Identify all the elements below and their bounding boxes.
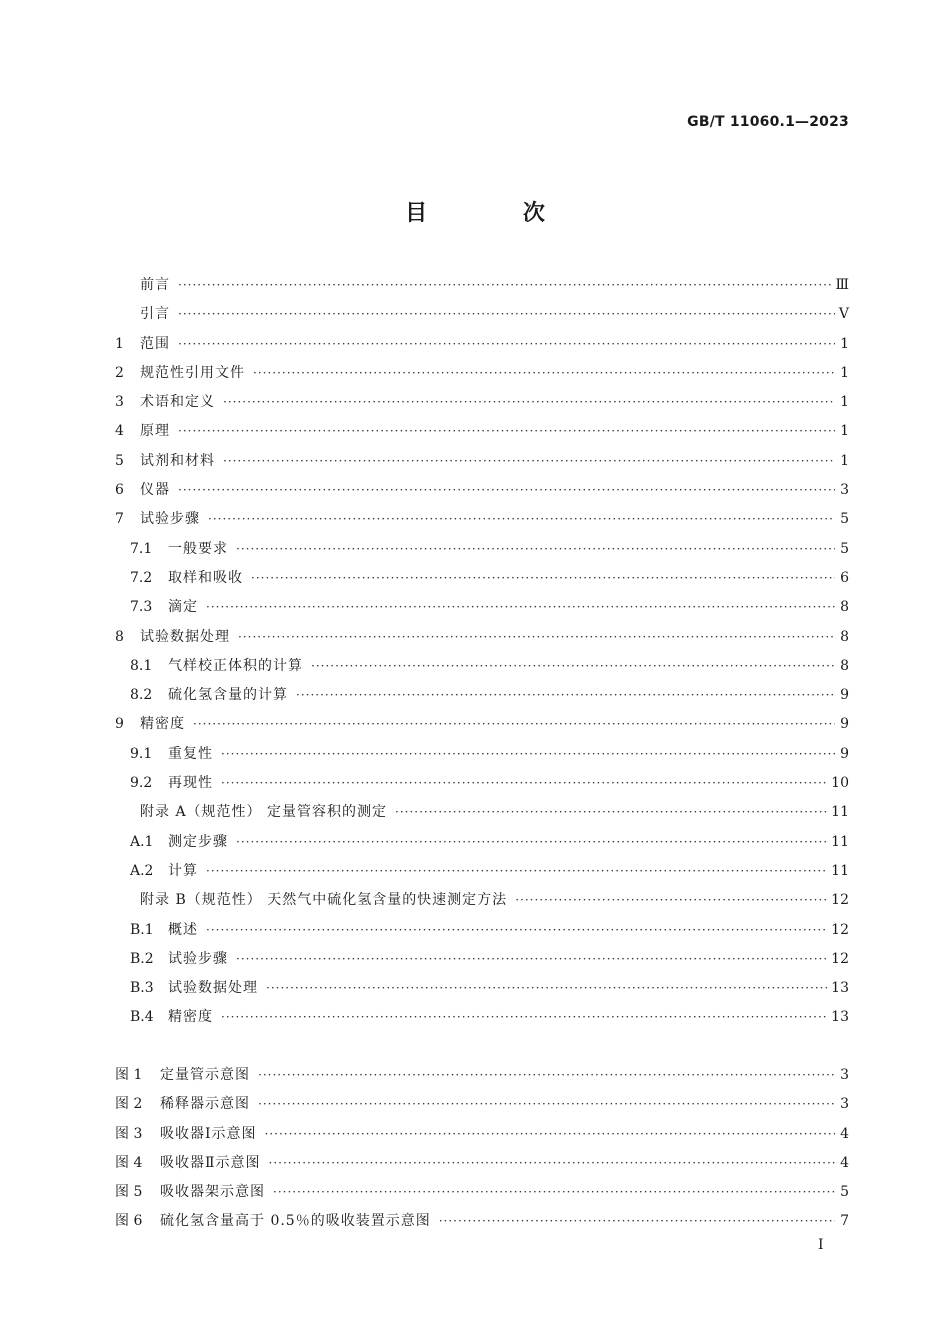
page-title: 目 次 — [405, 201, 589, 226]
toc-entry[interactable] — [115, 828, 849, 857]
entry-label: 附录 B（规范性） 天然气中硫化氢含量的快速测定方法 — [140, 892, 508, 909]
toc-entry[interactable] — [115, 740, 849, 769]
entry-page: 11 — [831, 833, 849, 850]
dot-leader — [296, 681, 835, 710]
entry-label: 仪器 — [140, 482, 170, 499]
entry-page: 4 — [840, 1125, 849, 1142]
dot-leader — [178, 300, 835, 329]
dot-leader — [236, 945, 827, 974]
entry-page: 3 — [840, 482, 849, 499]
entry-label: 滴定 — [168, 599, 198, 616]
dot-leader — [311, 652, 835, 681]
entry-page: 4 — [840, 1154, 849, 1171]
entry-label: 试剂和材料 — [140, 452, 215, 469]
dot-leader — [206, 857, 827, 886]
entry-page: 1 — [840, 452, 849, 469]
entry-number: B.4 — [130, 1009, 154, 1026]
entry-number: 图 2 — [115, 1096, 143, 1113]
toc-entry[interactable] — [115, 300, 849, 329]
entry-label: 精密度 — [168, 1009, 213, 1026]
entry-label: 范围 — [140, 335, 170, 352]
page-number: Ⅰ — [818, 1237, 824, 1253]
entry-label: 测定步骤 — [168, 833, 228, 850]
entry-page: 3 — [840, 1096, 849, 1113]
dot-leader — [269, 1149, 835, 1178]
entry-label: 引言 — [140, 306, 170, 323]
toc-entry[interactable] — [115, 271, 849, 300]
dot-leader — [206, 593, 835, 622]
entry-label: 规范性引用文件 — [140, 364, 245, 381]
entry-label: 试验数据处理 — [168, 980, 258, 997]
dot-leader — [178, 417, 835, 446]
toc-entry[interactable] — [115, 945, 849, 974]
entry-label: 吸收器Ⅰ示意图 — [160, 1125, 257, 1142]
entry-page: 7 — [840, 1213, 849, 1230]
toc-entry[interactable] — [115, 505, 849, 534]
entry-label: 精密度 — [140, 716, 185, 733]
toc-entry[interactable] — [115, 769, 849, 798]
toc-entry[interactable] — [115, 857, 849, 886]
toc-entry[interactable] — [115, 359, 849, 388]
figure-entry[interactable] — [115, 1149, 849, 1178]
entry-number: 7.3 — [130, 599, 153, 616]
dot-leader — [221, 769, 827, 798]
dot-leader — [223, 447, 835, 476]
entry-page: 9 — [840, 745, 849, 762]
entry-page: Ⅲ — [835, 277, 849, 293]
entry-page: 11 — [831, 862, 849, 879]
toc-entry[interactable] — [115, 593, 849, 622]
dot-leader — [273, 1178, 835, 1207]
figure-entry[interactable] — [115, 1090, 849, 1119]
entry-page: 8 — [840, 628, 849, 645]
entry-label: 概述 — [168, 921, 198, 938]
entry-page: 13 — [831, 1009, 849, 1026]
entry-page: 13 — [831, 980, 849, 997]
entry-label: 取样和吸收 — [168, 569, 243, 586]
dot-leader — [395, 798, 827, 827]
toc-entry[interactable] — [115, 623, 849, 652]
entry-page: 12 — [831, 921, 849, 938]
toc-entry[interactable] — [115, 798, 849, 827]
figure-entry[interactable] — [115, 1178, 849, 1207]
entry-label: 试验数据处理 — [140, 628, 230, 645]
toc-entry[interactable] — [115, 417, 849, 446]
figure-entry[interactable] — [115, 1061, 849, 1090]
entry-label: 稀释器示意图 — [160, 1096, 250, 1113]
toc-entry[interactable] — [115, 681, 849, 710]
entry-number: 1 — [115, 335, 124, 352]
entry-page: 12 — [831, 950, 849, 967]
figure-entry[interactable] — [115, 1120, 849, 1149]
entry-page: 5 — [840, 1184, 849, 1201]
figure-entry[interactable] — [115, 1207, 849, 1236]
entry-label: 重复性 — [168, 745, 213, 762]
entry-page: 3 — [840, 1067, 849, 1083]
entry-number: 9.1 — [130, 745, 153, 762]
entry-page: 8 — [840, 657, 849, 674]
entry-page: 1 — [840, 394, 849, 411]
toc-entry[interactable] — [115, 1003, 849, 1032]
list-of-figures — [115, 1061, 849, 1237]
dot-leader — [236, 828, 827, 857]
entry-page: 9 — [840, 687, 849, 704]
entry-label: 计算 — [168, 862, 198, 879]
toc-entry[interactable] — [115, 974, 849, 1003]
dot-leader — [178, 330, 835, 359]
entry-label: 试验步骤 — [168, 950, 228, 967]
entry-number: 图 4 — [115, 1154, 143, 1171]
entry-number: B.2 — [130, 950, 154, 967]
toc-entry[interactable] — [115, 710, 849, 739]
entry-label: 气样校正体积的计算 — [168, 657, 303, 674]
dot-leader — [236, 535, 835, 564]
entry-label: 附录 A（规范性） 定量管容积的测定 — [140, 804, 388, 821]
entry-label: 前言 — [140, 277, 170, 293]
dot-leader — [266, 974, 827, 1003]
dot-leader — [208, 505, 835, 534]
toc-entry[interactable] — [115, 388, 849, 417]
table-of-contents — [115, 271, 849, 1033]
entry-number: 9 — [115, 716, 124, 733]
entry-label: 再现性 — [168, 775, 213, 792]
entry-number: A.2 — [130, 862, 154, 879]
entry-page: 1 — [840, 335, 849, 352]
entry-number: 3 — [115, 394, 124, 411]
entry-number: 8.1 — [130, 657, 153, 674]
entry-page: 9 — [840, 716, 849, 733]
toc-entry[interactable] — [115, 330, 849, 359]
toc-entry[interactable] — [115, 447, 849, 476]
entry-label: 原理 — [140, 423, 170, 440]
dot-leader — [265, 1120, 835, 1149]
dot-leader — [439, 1207, 835, 1236]
entry-number: 6 — [115, 482, 124, 499]
toc-entry[interactable] — [115, 535, 849, 564]
entry-number: 2 — [115, 364, 124, 381]
dot-leader — [515, 886, 827, 915]
dot-leader — [251, 564, 835, 593]
entry-label: 硫化氢含量的计算 — [168, 687, 288, 704]
entry-number: 7.2 — [130, 569, 153, 586]
dot-leader — [223, 388, 835, 417]
dot-leader — [258, 1061, 835, 1090]
toc-entry[interactable] — [115, 886, 849, 915]
entry-number: B.3 — [130, 980, 154, 997]
toc-entry[interactable] — [115, 916, 849, 945]
entry-page: 1 — [840, 364, 849, 381]
dot-leader — [253, 359, 835, 388]
entry-page: 12 — [831, 892, 849, 909]
toc-entry[interactable] — [115, 652, 849, 681]
entry-number: 7.1 — [130, 540, 153, 557]
entry-page: 8 — [840, 599, 849, 616]
entry-label: 定量管示意图 — [160, 1067, 250, 1083]
entry-number: 图 1 — [115, 1067, 143, 1083]
toc-entry[interactable] — [115, 476, 849, 505]
entry-number: 图 3 — [115, 1125, 143, 1142]
entry-number: 5 — [115, 452, 124, 469]
dot-leader — [258, 1090, 835, 1119]
entry-label: 试验步骤 — [140, 511, 200, 528]
entry-number: 9.2 — [130, 775, 153, 792]
entry-label: 硫化氢含量高于 0.5％的吸收装置示意图 — [160, 1213, 431, 1230]
entry-page: 5 — [840, 511, 849, 528]
standard-code: GB/T 11060.1—2023 — [687, 114, 849, 130]
dot-leader — [178, 476, 835, 505]
entry-number: 图 6 — [115, 1213, 143, 1230]
dot-leader — [206, 916, 827, 945]
entry-page: 10 — [831, 775, 849, 792]
entry-page: 1 — [840, 423, 849, 440]
toc-entry[interactable] — [115, 564, 849, 593]
entry-number: 8.2 — [130, 687, 153, 704]
entry-label: 术语和定义 — [140, 394, 215, 411]
entry-label: 吸收器Ⅱ示意图 — [160, 1154, 261, 1171]
entry-number: 4 — [115, 423, 124, 440]
dot-leader — [193, 710, 835, 739]
dot-leader — [221, 1003, 827, 1032]
entry-page: Ⅴ — [838, 306, 849, 323]
entry-number: 8 — [115, 628, 124, 645]
entry-number: 7 — [115, 511, 124, 528]
entry-page: 6 — [840, 569, 849, 586]
entry-label: 一般要求 — [168, 540, 228, 557]
entry-label: 吸收器架示意图 — [160, 1184, 265, 1201]
entry-page: 11 — [831, 804, 849, 821]
entry-number: B.1 — [130, 921, 154, 938]
dot-leader — [178, 271, 831, 300]
dot-leader — [238, 623, 835, 652]
entry-page: 5 — [840, 540, 849, 557]
entry-number: 图 5 — [115, 1184, 143, 1201]
entry-number: A.1 — [130, 833, 154, 850]
dot-leader — [221, 740, 835, 769]
